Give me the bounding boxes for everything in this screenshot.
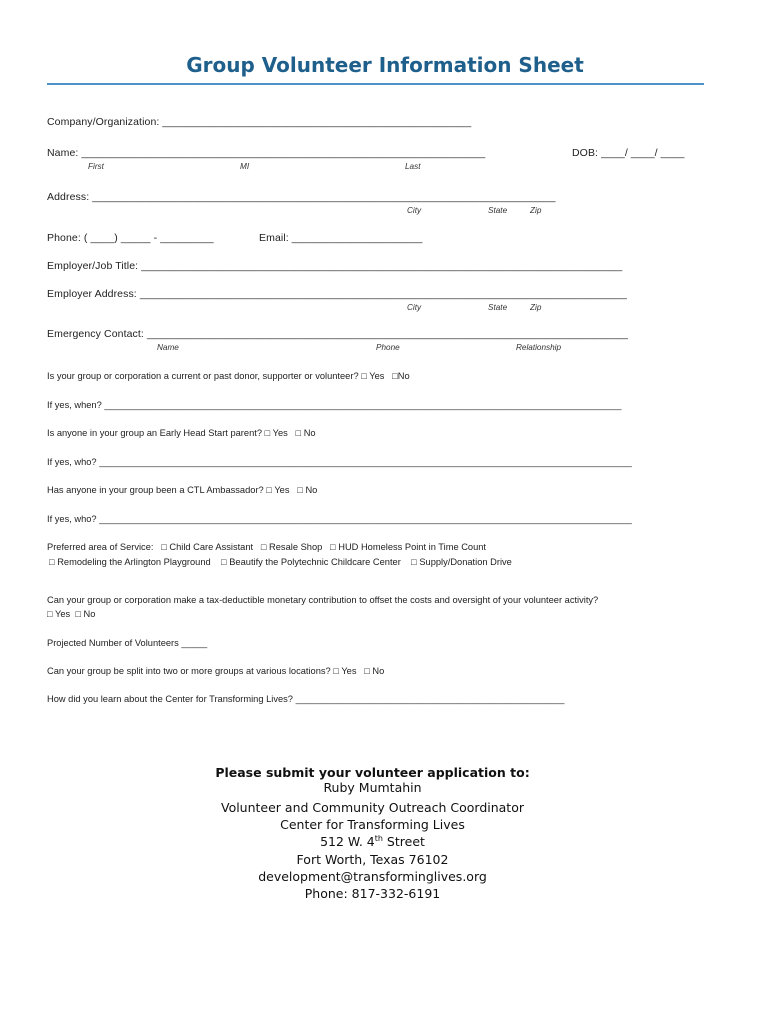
employer-state-label: State: [488, 303, 508, 312]
ehs-who-field[interactable]: If yes, who? _______________________________________________________________________________________________________: [47, 457, 632, 467]
address-zip-label: Zip: [530, 206, 542, 215]
employer-title-field[interactable]: Employer/Job Title: _________________________________________________________________________________: [47, 260, 623, 272]
contact-name: Ruby Mumtahin: [323, 780, 422, 795]
name-mi-label: MI: [240, 162, 250, 171]
name-field[interactable]: Name: ____________________________________________________________________: [47, 147, 486, 159]
employer-zip-label: Zip: [530, 303, 542, 312]
contact-title: Volunteer and Community Outreach Coordinator: [220, 800, 524, 815]
contribution-question: Can your group or corporation make a tax-deductible monetary contribution to offset the costs and oversight of your volunteer activity?: [47, 595, 599, 605]
donor-when-field[interactable]: If yes, when? ____________________________________________________________________________________________________: [47, 400, 622, 410]
split-groups-question[interactable]: Can your group be split into two or more groups at various locations? □ Yes □ No: [47, 666, 385, 676]
service-options-line2[interactable]: □ Remodeling the Arlington Playground □ Beautify the Polytechnic Childcare Center □ Supply/Donation Drive: [49, 557, 512, 567]
street-number: 512 W. 4: [320, 834, 375, 850]
emergency-contact-field[interactable]: Emergency Contact: _________________________________________________________________________________: [47, 328, 629, 340]
projected-volunteers-field[interactable]: Projected Number of Volunteers _____: [47, 638, 208, 648]
address-field[interactable]: Address: ______________________________________________________________________________: [47, 191, 556, 203]
company-field[interactable]: Company/Organization: ____________________________________________________: [47, 116, 472, 128]
ctl-who-field[interactable]: If yes, who? _______________________________________________________________________________________________________: [47, 514, 632, 524]
emergency-relationship-label: Relationship: [516, 343, 562, 352]
employer-address-field[interactable]: Employer Address: __________________________________________________________________________________: [47, 288, 627, 300]
phone-field[interactable]: Phone: ( ____) _____ - _________: [47, 232, 214, 244]
ehs-parent-question[interactable]: Is anyone in your group an Early Head Start parent? □ Yes □ No: [47, 428, 316, 438]
employer-city-label: City: [407, 303, 422, 312]
ctl-ambassador-question[interactable]: Has anyone in your group been a CTL Ambassador? □ Yes □ No: [47, 485, 318, 495]
address-state-label: State: [488, 206, 508, 215]
dob-field[interactable]: DOB: ____/ ____/ ____: [572, 147, 685, 159]
learn-about-field[interactable]: How did you learn about the Center for Transforming Lives? ____________________________________________________: [47, 694, 565, 704]
address-city-label: City: [407, 206, 422, 215]
street-suffix: Street: [382, 834, 425, 850]
email-field[interactable]: Email: ______________________: [259, 232, 423, 244]
contact-email[interactable]: development@transforminglives.org: [258, 869, 487, 884]
street-ordinal: th: [374, 834, 383, 843]
city-state-zip: Fort Worth, Texas 76102: [296, 852, 449, 867]
street-address: [0, 834, 745, 849]
contribution-options[interactable]: □ Yes □ No: [47, 609, 96, 619]
name-last-label: Last: [405, 162, 421, 171]
title-divider: [47, 83, 704, 85]
emergency-phone-label: Phone: [376, 343, 400, 352]
contact-phone: Phone: 817-332-6191: [304, 886, 441, 901]
service-options-line1[interactable]: Preferred area of Service: □ Child Care Assistant □ Resale Shop □ HUD Homeless Point in Time Count: [47, 542, 487, 552]
name-first-label: First: [88, 162, 104, 171]
page-title: Group Volunteer Information Sheet: [186, 53, 584, 77]
organization-name: Center for Transforming Lives: [280, 817, 465, 832]
emergency-name-label: Name: [157, 343, 179, 352]
submit-heading: Please submit your volunteer application to:: [215, 765, 530, 780]
donor-question[interactable]: Is your group or corporation a current or past donor, supporter or volunteer? □ Yes □No: [47, 371, 410, 381]
